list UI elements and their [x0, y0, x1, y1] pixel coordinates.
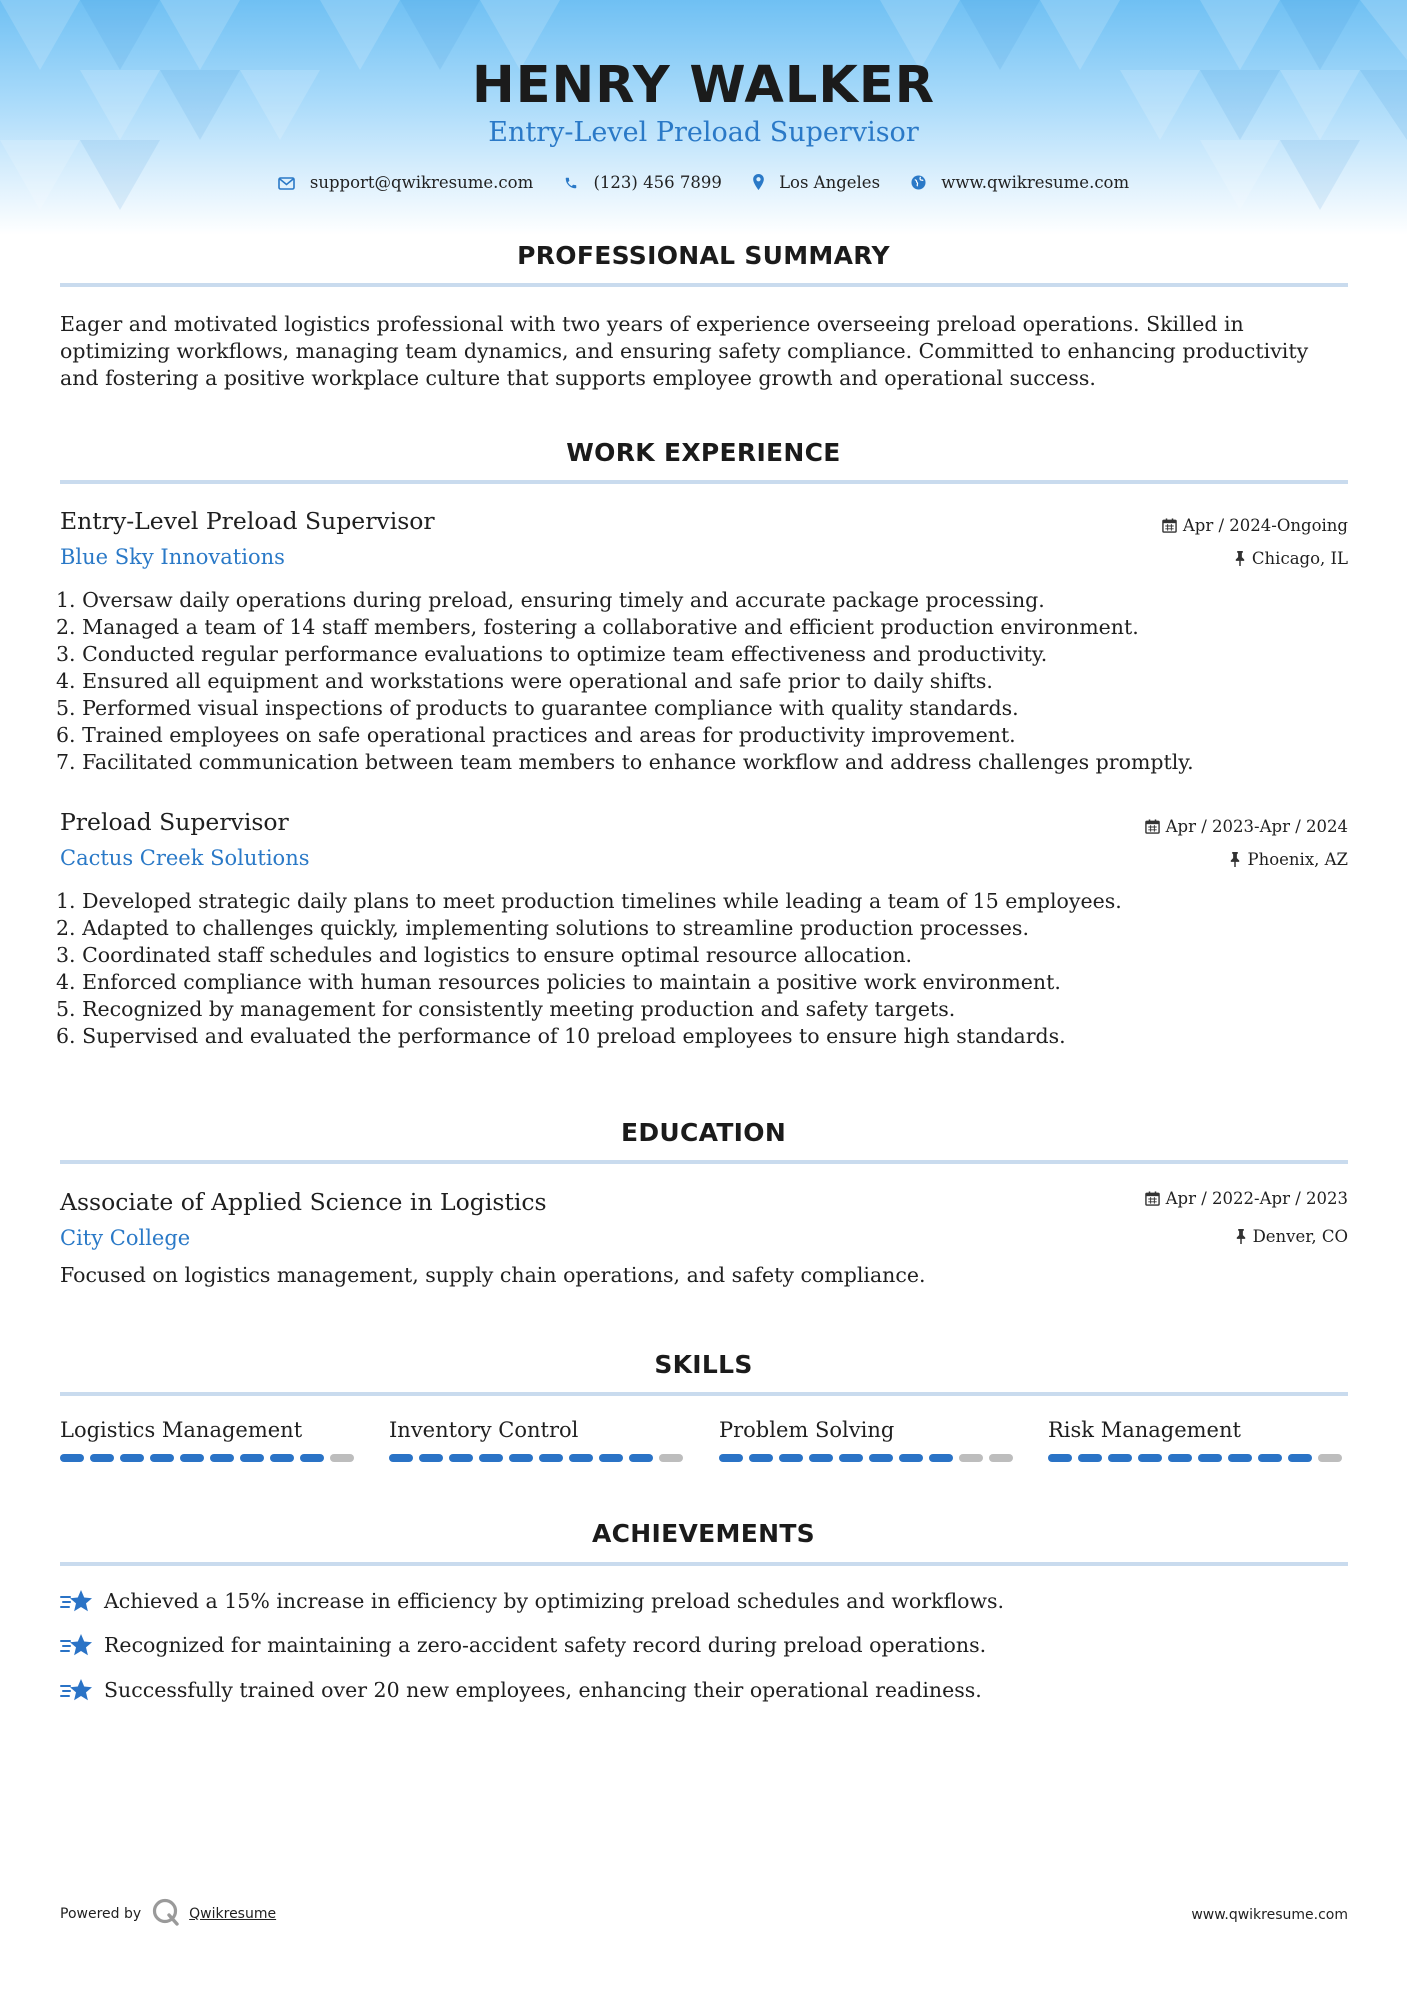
skill-segment-filled — [809, 1454, 833, 1462]
list-item: 4. Ensured all equipment and workstations were operational and safe prior to daily shifts. — [56, 669, 993, 693]
section-divider — [60, 1160, 1348, 1164]
achievement-text: Recognized for maintaining a zero-accident safety record during preload operations. — [104, 1633, 987, 1657]
job-location — [1229, 850, 1348, 869]
skill-segment-filled — [240, 1454, 264, 1462]
contact-phone-text: (123) 456 7899 — [593, 173, 722, 192]
skill-segment-filled — [1078, 1454, 1102, 1462]
job-dates-text: Apr / 2024-Ongoing — [1182, 516, 1348, 535]
star-achievement-icon — [60, 1677, 94, 1705]
section-heading-summary: PROFESSIONAL SUMMARY — [517, 241, 890, 270]
skill-segment-empty — [989, 1454, 1013, 1462]
list-item: 4. Enforced compliance with human resources policies to maintain a positive work environment. — [56, 970, 1061, 994]
education-dates — [1145, 1189, 1348, 1208]
list-item: 1. Developed strategic daily plans to meet production timelines while leading a team of 15 employees. — [56, 889, 1122, 913]
powered-by-label: Powered by — [60, 1906, 142, 1922]
list-item: 5. Recognized by management for consistently meeting production and safety targets. — [56, 997, 956, 1021]
skill-segment-empty — [330, 1454, 354, 1462]
skill-segment-filled — [120, 1454, 144, 1462]
skill-item — [60, 1418, 360, 1462]
job-location-text: Phoenix, AZ — [1247, 850, 1348, 869]
candidate-name: HENRY WALKER — [472, 56, 935, 115]
skill-segment-filled — [389, 1454, 413, 1462]
skill-item — [389, 1418, 689, 1462]
skill-segment-empty — [1318, 1454, 1342, 1462]
section-divider — [60, 480, 1348, 484]
skill-segment-filled — [180, 1454, 204, 1462]
education-degree: Associate of Applied Science in Logistics — [60, 1188, 547, 1216]
envelope-icon — [278, 177, 295, 190]
job-location-text: Chicago, IL — [1251, 549, 1348, 568]
skill-segment-filled — [60, 1454, 84, 1462]
skill-segment-filled — [899, 1454, 923, 1462]
skill-segment-empty — [959, 1454, 983, 1462]
skill-segment-filled — [629, 1454, 653, 1462]
job-company: Blue Sky Innovations — [60, 545, 285, 569]
job-bullets — [56, 888, 1122, 1050]
education-dates-text: Apr / 2022-Apr / 2023 — [1165, 1189, 1348, 1208]
skill-segment-filled — [599, 1454, 623, 1462]
skill-segment-filled — [1168, 1454, 1192, 1462]
skill-name: Problem Solving — [719, 1418, 895, 1442]
education-location — [1235, 1227, 1348, 1246]
achievement-text: Achieved a 15% increase in efficiency by optimizing preload schedules and workflows. — [104, 1589, 1005, 1613]
job-dates — [1162, 516, 1348, 535]
contact-bar — [0, 172, 1407, 192]
contact-location — [753, 173, 880, 192]
skill-segment-filled — [1228, 1454, 1252, 1462]
job-dates-text: Apr / 2023-Apr / 2024 — [1165, 817, 1348, 836]
contact-phone[interactable] — [564, 173, 721, 192]
skill-segment-filled — [270, 1454, 294, 1462]
education-school: City College — [60, 1226, 191, 1250]
skill-segment-filled — [779, 1454, 803, 1462]
contact-email-text: support@qwikresume.com — [309, 173, 534, 192]
star-achievement-icon — [60, 1588, 94, 1616]
job-title: Preload Supervisor — [60, 808, 289, 836]
footer-powered-by — [60, 1897, 276, 1927]
education-location-text: Denver, CO — [1252, 1227, 1348, 1246]
skill-segment-filled — [419, 1454, 443, 1462]
skill-segment-filled — [929, 1454, 953, 1462]
skill-segment-filled — [449, 1454, 473, 1462]
contact-website[interactable] — [911, 173, 1129, 192]
calendar-icon — [1145, 1191, 1160, 1206]
skill-segment-filled — [1198, 1454, 1222, 1462]
star-achievement-icon — [60, 1632, 94, 1660]
skill-segment-filled — [150, 1454, 174, 1462]
calendar-icon — [1145, 819, 1160, 834]
skill-segment-filled — [539, 1454, 563, 1462]
qwikresume-link[interactable]: Qwikresume — [189, 1906, 277, 1922]
achievement-item — [60, 1588, 1004, 1616]
skill-name: Logistics Management — [60, 1418, 303, 1442]
section-heading-achievements: ACHIEVEMENTS — [592, 1519, 815, 1548]
education-description: Focused on logistics management, supply chain operations, and safety compliance. — [60, 1263, 926, 1287]
contact-email[interactable] — [278, 173, 533, 192]
calendar-icon — [1162, 518, 1177, 533]
skill-segment-filled — [1258, 1454, 1282, 1462]
list-item: 6. Supervised and evaluated the performance of 10 preload employees to ensure high standards. — [56, 1024, 1066, 1048]
section-divider — [60, 1392, 1348, 1396]
skill-segment-filled — [839, 1454, 863, 1462]
skill-segment-filled — [90, 1454, 114, 1462]
skill-level-bar — [60, 1454, 360, 1462]
list-item: 3. Coordinated staff schedules and logistics to ensure optimal resource allocation. — [56, 943, 913, 967]
skill-segment-filled — [479, 1454, 503, 1462]
skill-segment-filled — [749, 1454, 773, 1462]
qwikresume-logo-icon — [151, 1897, 181, 1927]
skill-level-bar — [719, 1454, 1019, 1462]
skill-segment-filled — [1108, 1454, 1132, 1462]
pushpin-icon — [1229, 852, 1241, 867]
job-company: Cactus Creek Solutions — [60, 846, 310, 870]
skill-segment-filled — [869, 1454, 893, 1462]
list-item: 7. Facilitated communication between team members to enhance workflow and address challenges promptly. — [56, 750, 1194, 774]
skill-segment-filled — [569, 1454, 593, 1462]
skill-segment-filled — [509, 1454, 533, 1462]
list-item: 2. Adapted to challenges quickly, implementing solutions to streamline production processes. — [56, 916, 1029, 940]
summary-text: Eager and motivated logistics professional with two years of experience overseeing preload operations. Skilled in optimizing workflows, managing team dynamics, and ensuring safety compliance. Committed to enhancing productivity and fostering a positive workplace culture that supports employee growth and operational success. — [60, 312, 1309, 390]
pushpin-icon — [1234, 551, 1246, 566]
skill-level-bar — [389, 1454, 689, 1462]
section-heading-skills: SKILLS — [654, 1350, 753, 1379]
contact-website-text: www.qwikresume.com — [941, 173, 1130, 192]
skill-segment-filled — [1048, 1454, 1072, 1462]
job-location — [1234, 549, 1348, 568]
achievement-item — [60, 1677, 982, 1705]
skill-item — [1048, 1418, 1348, 1462]
map-pin-icon — [753, 174, 764, 190]
skill-item — [719, 1418, 1019, 1462]
list-item: 3. Conducted regular performance evaluations to optimize team effectiveness and productivity. — [56, 642, 1048, 666]
skill-segment-filled — [1138, 1454, 1162, 1462]
section-heading-experience: WORK EXPERIENCE — [566, 438, 841, 467]
contact-location-text: Los Angeles — [779, 173, 881, 192]
footer-website[interactable]: www.qwikresume.com — [1191, 1907, 1348, 1923]
job-dates — [1145, 817, 1348, 836]
pushpin-icon — [1235, 1229, 1247, 1244]
skill-name: Risk Management — [1048, 1418, 1241, 1442]
job-bullets — [56, 587, 1194, 776]
skill-segment-filled — [210, 1454, 234, 1462]
phone-icon — [564, 176, 578, 190]
achievement-item — [60, 1632, 986, 1660]
skill-segment-empty — [659, 1454, 683, 1462]
job-title: Entry-Level Preload Supervisor — [60, 507, 435, 535]
list-item: 1. Oversaw daily operations during preload, ensuring timely and accurate package processing. — [56, 588, 1045, 612]
candidate-title: Entry-Level Preload Supervisor — [488, 117, 919, 148]
skill-segment-filled — [300, 1454, 324, 1462]
achievement-text: Successfully trained over 20 new employees, enhancing their operational readiness. — [104, 1678, 982, 1702]
skill-segment-filled — [1288, 1454, 1312, 1462]
skill-name: Inventory Control — [389, 1418, 579, 1442]
section-divider — [60, 1562, 1348, 1566]
globe-icon — [911, 175, 926, 190]
list-item: 6. Trained employees on safe operational practices and areas for productivity improvement. — [56, 723, 1016, 747]
skill-segment-filled — [719, 1454, 743, 1462]
list-item: 5. Performed visual inspections of products to guarantee compliance with quality standards. — [56, 696, 1019, 720]
skill-level-bar — [1048, 1454, 1348, 1462]
section-heading-education: EDUCATION — [620, 1118, 787, 1147]
list-item: 2. Managed a team of 14 staff members, fostering a collaborative and efficient production environment. — [56, 615, 1139, 639]
section-divider — [60, 283, 1348, 287]
